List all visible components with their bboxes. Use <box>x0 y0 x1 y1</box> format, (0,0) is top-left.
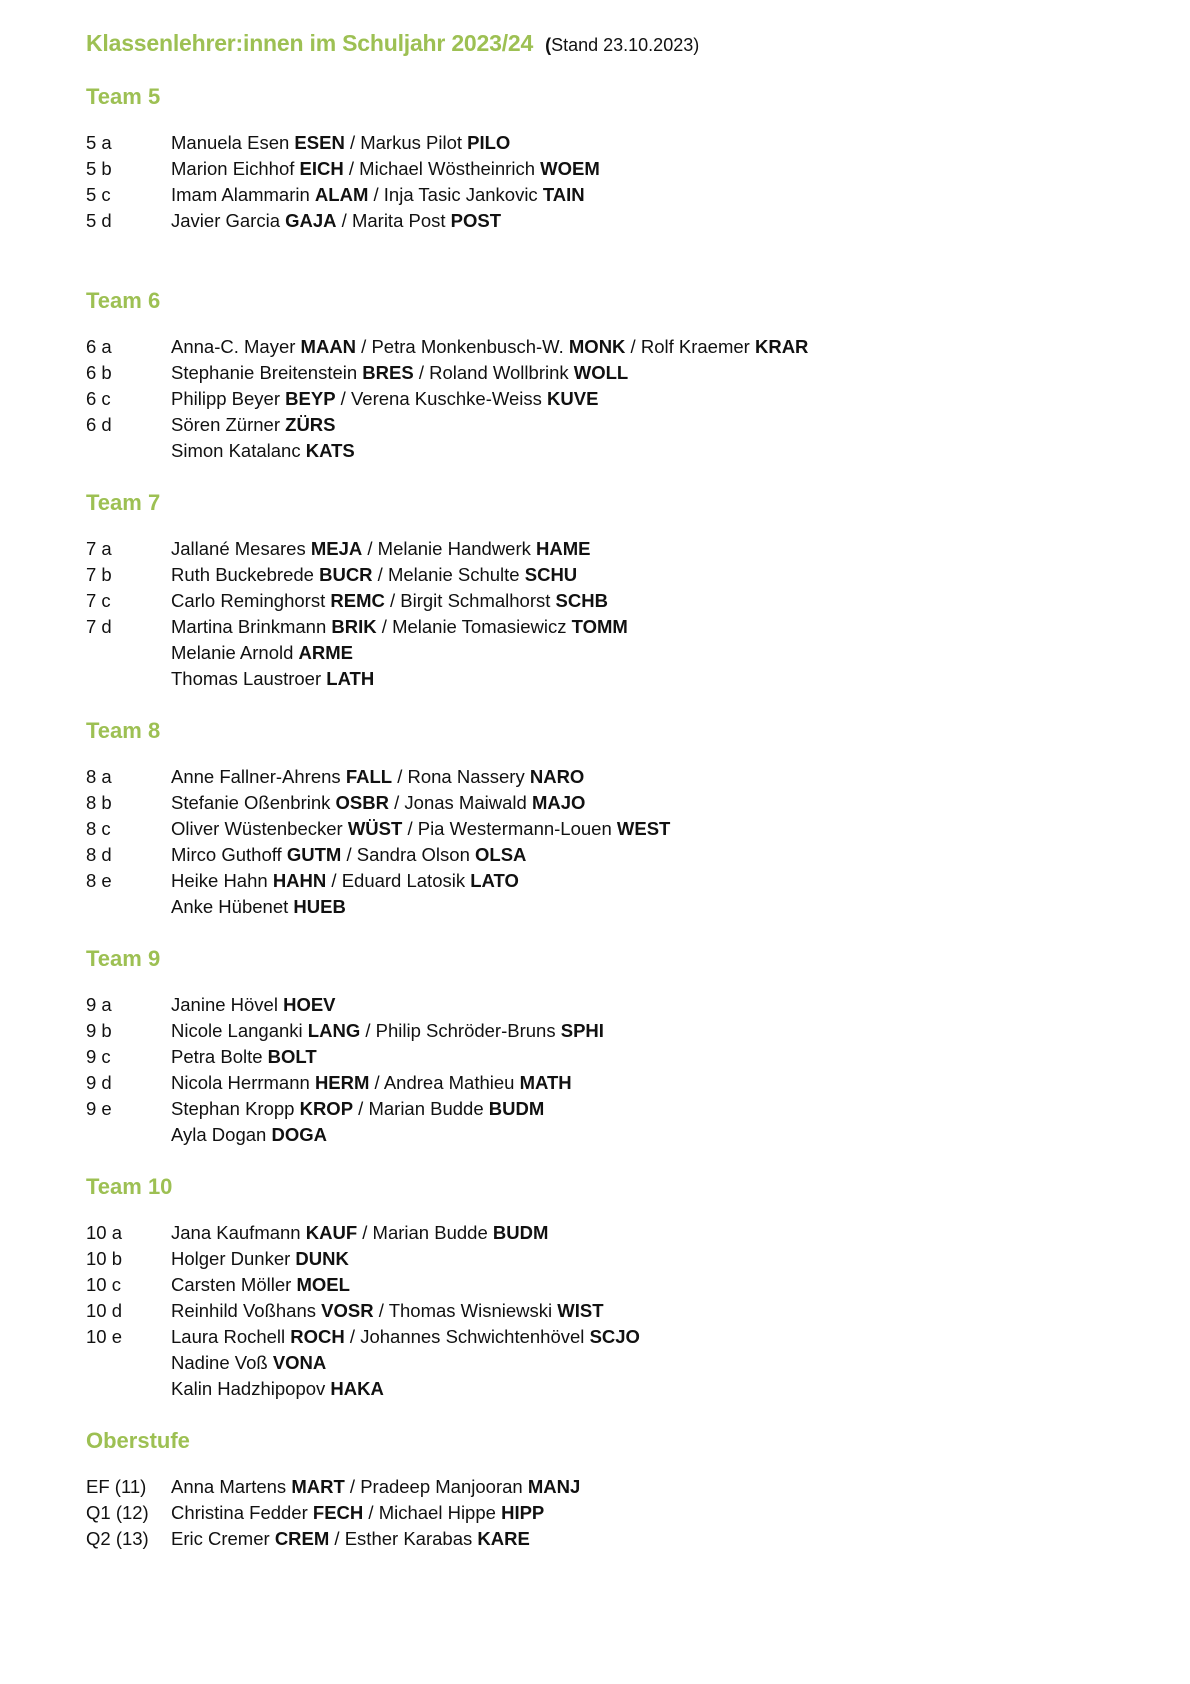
teacher-name: Javier Garcia <box>171 210 280 231</box>
teacher-code: KATS <box>305 440 355 461</box>
teacher-code: SPHI <box>560 1020 604 1041</box>
teacher-name: Jana Kaufmann <box>171 1222 301 1243</box>
class-label: 8 e <box>86 870 112 891</box>
teacher-code: KRAR <box>754 336 809 357</box>
class-row <box>86 208 1126 234</box>
teacher-name: Marita Post <box>351 210 446 231</box>
teacher-name: Martina Brinkmann <box>171 616 327 637</box>
class-label: 10 e <box>86 1326 123 1347</box>
teacher-code: ZÜRS <box>285 414 336 435</box>
teacher-code: TOMM <box>571 616 628 637</box>
teacher-code: HUEB <box>293 896 346 917</box>
teacher-list <box>171 1350 326 1376</box>
sections-container <box>86 82 1126 1552</box>
class-label: 10 c <box>86 1274 121 1295</box>
teacher-code: KAUF <box>305 1222 358 1243</box>
class-label <box>86 438 171 464</box>
teacher-name: Stephan Kropp <box>171 1098 295 1119</box>
teacher-list <box>171 614 628 640</box>
team-heading: Team 8 <box>86 718 161 743</box>
teacher-name: Simon Katalanc <box>171 440 301 461</box>
class-row <box>86 156 1126 182</box>
teacher-name: Rona Nassery <box>407 766 525 787</box>
teacher-code: MOEL <box>296 1274 350 1295</box>
class-label: 7 c <box>86 590 111 611</box>
class-label <box>86 1350 171 1376</box>
teacher-code: FECH <box>312 1502 364 1523</box>
teacher-name: Nicola Herrmann <box>171 1072 310 1093</box>
team-section <box>86 944 1126 1148</box>
separator: / <box>357 1222 373 1243</box>
teacher-code: HERM <box>314 1072 370 1093</box>
class-label: 6 b <box>86 362 112 383</box>
teacher-name: Verena Kuschke-Weiss <box>350 388 542 409</box>
teacher-name: Philipp Beyer <box>171 388 281 409</box>
class-label: 5 c <box>86 184 111 205</box>
teacher-name: Kalin Hadzhipopov <box>171 1378 326 1399</box>
teacher-name: Stephanie Breitenstein <box>171 362 358 383</box>
teacher-list <box>171 1070 572 1096</box>
teacher-list <box>171 894 346 920</box>
team-heading: Team 6 <box>86 288 161 313</box>
team-section <box>86 286 1126 464</box>
teacher-name: Melanie Handwerk <box>377 538 531 559</box>
class-list <box>86 130 1126 234</box>
class-label: 9 e <box>86 1098 112 1119</box>
teacher-name: Esther Karabas <box>344 1528 473 1549</box>
teacher-code: MART <box>291 1476 345 1497</box>
teacher-list <box>171 412 336 438</box>
class-label: 6 d <box>86 414 112 435</box>
teacher-name: Eric Cremer <box>171 1528 270 1549</box>
teacher-code: ESEN <box>294 132 345 153</box>
separator: / <box>336 210 352 231</box>
class-label: 7 b <box>86 564 112 585</box>
teacher-name: Petra Bolte <box>171 1046 263 1067</box>
class-row <box>86 1018 1126 1044</box>
teacher-code: NARO <box>529 766 585 787</box>
teacher-name: Thomas Wisniewski <box>388 1300 553 1321</box>
teacher-name: Oliver Wüstenbecker <box>171 818 343 839</box>
class-label: 10 d <box>86 1300 123 1321</box>
teacher-name: Birgit Schmalhorst <box>400 590 551 611</box>
teacher-code: SCJO <box>589 1326 640 1347</box>
teacher-code: PILO <box>467 132 511 153</box>
class-label: 10 b <box>86 1248 123 1269</box>
class-label: 5 d <box>86 210 112 231</box>
teacher-name: Markus Pilot <box>360 132 463 153</box>
teacher-code: SCHU <box>524 564 578 585</box>
class-row <box>86 386 1126 412</box>
separator: / <box>363 1502 379 1523</box>
teacher-code: BEYP <box>285 388 336 409</box>
teacher-code: BUCR <box>319 564 373 585</box>
teacher-name: Petra Monkenbusch-W. <box>371 336 564 357</box>
teacher-name: Michael Hippe <box>378 1502 496 1523</box>
teacher-code: HAHN <box>272 870 327 891</box>
separator: / <box>389 792 405 813</box>
team-heading: Team 10 <box>86 1174 173 1199</box>
teacher-list <box>171 1500 544 1526</box>
document-page <box>86 30 1126 1576</box>
teacher-list <box>171 1220 548 1246</box>
class-row <box>86 130 1126 156</box>
teacher-code: REMC <box>330 590 385 611</box>
stand-text: Stand 23.10.2023) <box>551 35 700 55</box>
teacher-list <box>171 1376 384 1402</box>
teacher-name: Inja Tasic Jankovic <box>383 184 538 205</box>
class-list <box>86 536 1126 692</box>
teacher-code: HAME <box>536 538 591 559</box>
class-row <box>86 1500 1126 1526</box>
class-row <box>86 1376 1126 1402</box>
separator: / <box>335 388 351 409</box>
separator: / <box>341 844 357 865</box>
teacher-list <box>171 386 598 412</box>
separator: / <box>413 362 430 383</box>
teacher-list <box>171 536 591 562</box>
teacher-name: Stefanie Oßenbrink <box>171 792 331 813</box>
teacher-name: Melanie Schulte <box>387 564 520 585</box>
teacher-code: CREM <box>274 1528 330 1549</box>
teacher-code: WEST <box>616 818 671 839</box>
separator: / <box>362 538 378 559</box>
class-row <box>86 842 1126 868</box>
teacher-list <box>171 868 519 894</box>
teacher-code: KUVE <box>547 388 599 409</box>
class-label: 5 b <box>86 158 112 179</box>
team-heading: Team 5 <box>86 84 161 109</box>
class-label: 9 a <box>86 994 112 1015</box>
teacher-code: GUTM <box>286 844 342 865</box>
teacher-name: Anne Fallner-Ahrens <box>171 766 341 787</box>
class-row <box>86 1474 1126 1500</box>
teacher-code: LANG <box>307 1020 361 1041</box>
class-row <box>86 360 1126 386</box>
teacher-list <box>171 1018 604 1044</box>
teacher-name: Michael Wöstheinrich <box>359 158 535 179</box>
teacher-list <box>171 1298 604 1324</box>
teacher-list <box>171 816 670 842</box>
teacher-name: Christina Fedder <box>171 1502 308 1523</box>
teacher-name: Sandra Olson <box>356 844 470 865</box>
separator: / <box>384 590 401 611</box>
separator: / <box>625 336 641 357</box>
separator: / <box>344 1326 361 1347</box>
teacher-list <box>171 1044 317 1070</box>
teacher-list <box>171 334 808 360</box>
teacher-name: Sören Zürner <box>171 414 280 435</box>
class-row <box>86 764 1126 790</box>
separator: / <box>343 158 360 179</box>
class-label <box>86 894 171 920</box>
teacher-name: Anna Martens <box>171 1476 287 1497</box>
teacher-list <box>171 1526 530 1552</box>
stand-paren: ( <box>545 35 552 55</box>
teacher-list <box>171 992 336 1018</box>
separator: / <box>369 1072 384 1093</box>
class-label <box>86 1376 171 1402</box>
class-row <box>86 562 1126 588</box>
class-label: 10 a <box>86 1222 123 1243</box>
class-label: 9 b <box>86 1020 112 1041</box>
teacher-code: POST <box>450 210 502 231</box>
class-label: Q2 (13) <box>86 1528 149 1549</box>
teacher-name: Philip Schröder-Bruns <box>375 1020 556 1041</box>
teacher-code: LATH <box>326 668 375 689</box>
teacher-code: BUDM <box>492 1222 549 1243</box>
teacher-name: Rolf Kraemer <box>640 336 750 357</box>
teacher-code: MANJ <box>527 1476 581 1497</box>
team-section <box>86 1172 1126 1402</box>
class-row <box>86 1272 1126 1298</box>
teacher-list <box>171 1324 640 1350</box>
teacher-name: Nadine Voß <box>171 1352 268 1373</box>
class-row <box>86 1246 1126 1272</box>
teacher-list <box>171 666 374 692</box>
stand-date <box>545 35 699 56</box>
separator: / <box>356 336 372 357</box>
teacher-name: Andrea Mathieu <box>383 1072 515 1093</box>
class-label: 9 c <box>86 1046 111 1067</box>
teacher-list <box>171 208 501 234</box>
teacher-list <box>171 790 585 816</box>
class-row <box>86 614 1126 640</box>
team-section <box>86 82 1126 234</box>
class-row <box>86 334 1126 360</box>
teacher-list <box>171 640 353 666</box>
class-row <box>86 1070 1126 1096</box>
class-row <box>86 894 1126 920</box>
teacher-name: Johannes Schwichtenhövel <box>360 1326 585 1347</box>
teacher-code: BOLT <box>267 1046 317 1067</box>
teacher-name: Laura Rochell <box>171 1326 286 1347</box>
teacher-list <box>171 764 584 790</box>
teacher-code: EICH <box>299 158 344 179</box>
teacher-code: ROCH <box>290 1326 345 1347</box>
teacher-code: VONA <box>272 1352 327 1373</box>
class-row <box>86 182 1126 208</box>
separator: / <box>372 564 388 585</box>
teacher-name: Reinhild Voßhans <box>171 1300 317 1321</box>
separator: / <box>360 1020 376 1041</box>
teacher-code: MATH <box>519 1072 572 1093</box>
teacher-code: WÜST <box>347 818 403 839</box>
teacher-name: Janine Hövel <box>171 994 278 1015</box>
class-row <box>86 536 1126 562</box>
teacher-code: BRES <box>362 362 414 383</box>
teacher-name: Ayla Dogan <box>171 1124 267 1145</box>
class-row <box>86 1044 1126 1070</box>
class-row <box>86 588 1126 614</box>
teacher-name: Roland Wollbrink <box>429 362 569 383</box>
class-label: 5 a <box>86 132 112 153</box>
class-list <box>86 1220 1126 1402</box>
teacher-name: Holger Dunker <box>171 1248 291 1269</box>
title-line <box>86 30 1126 64</box>
teacher-code: BRIK <box>331 616 377 637</box>
teacher-code: DOGA <box>271 1124 327 1145</box>
teacher-code: ALAM <box>314 184 369 205</box>
teacher-code: BUDM <box>488 1098 545 1119</box>
class-row <box>86 1324 1126 1350</box>
class-row <box>86 992 1126 1018</box>
class-row <box>86 1526 1126 1552</box>
class-row <box>86 438 1126 464</box>
teacher-list <box>171 1246 349 1272</box>
teacher-list <box>171 1122 327 1148</box>
teacher-name: Carlo Reminghorst <box>171 590 326 611</box>
teacher-code: KARE <box>477 1528 530 1549</box>
teacher-code: LATO <box>470 870 519 891</box>
teacher-name: Thomas Laustroer <box>171 668 322 689</box>
class-label <box>86 666 171 692</box>
teacher-code: OLSA <box>475 844 527 865</box>
class-label: 9 d <box>86 1072 112 1093</box>
class-list <box>86 764 1126 920</box>
teacher-code: HAKA <box>330 1378 384 1399</box>
teacher-list <box>171 1272 350 1298</box>
teacher-name: Marian Budde <box>368 1098 484 1119</box>
teacher-name: Heike Hahn <box>171 870 268 891</box>
teacher-name: Jonas Maiwald <box>404 792 527 813</box>
teacher-name: Melanie Arnold <box>171 642 294 663</box>
teacher-list <box>171 562 577 588</box>
teacher-code: OSBR <box>335 792 389 813</box>
teacher-code: MONK <box>568 336 626 357</box>
separator: / <box>373 1300 389 1321</box>
teacher-name: Pia Westermann-Louen <box>417 818 612 839</box>
separator: / <box>392 766 408 787</box>
class-row <box>86 790 1126 816</box>
class-label: 7 d <box>86 616 112 637</box>
teacher-name: Carsten Möller <box>171 1274 292 1295</box>
team-heading: Team 7 <box>86 490 161 515</box>
teacher-list <box>171 182 585 208</box>
separator: / <box>329 1528 345 1549</box>
class-label: 8 b <box>86 792 112 813</box>
class-list <box>86 992 1126 1148</box>
separator: / <box>368 184 384 205</box>
section-gap <box>86 258 1126 286</box>
teacher-list <box>171 156 600 182</box>
class-label: 8 a <box>86 766 112 787</box>
teacher-code: DUNK <box>295 1248 349 1269</box>
teacher-name: Eduard Latosik <box>341 870 466 891</box>
teacher-code: TAIN <box>542 184 585 205</box>
teacher-list <box>171 130 510 156</box>
class-label: 8 c <box>86 818 111 839</box>
class-label: 6 a <box>86 336 112 357</box>
teacher-list <box>171 1096 544 1122</box>
teacher-code: SCHB <box>555 590 608 611</box>
team-section <box>86 488 1126 692</box>
teacher-name: Melanie Tomasiewicz <box>392 616 567 637</box>
teacher-list <box>171 588 608 614</box>
class-row <box>86 1298 1126 1324</box>
team-heading: Oberstufe <box>86 1428 190 1453</box>
teacher-list <box>171 842 526 868</box>
teacher-name: Anna-C. Mayer <box>171 336 296 357</box>
teacher-code: WOLL <box>573 362 629 383</box>
teacher-list <box>171 1474 580 1500</box>
teacher-list <box>171 360 628 386</box>
class-label: EF (11) <box>86 1476 147 1497</box>
team-section <box>86 1426 1126 1552</box>
teacher-name: Nicole Langanki <box>171 1020 303 1041</box>
teacher-code: MAJO <box>531 792 586 813</box>
teacher-code: HOEV <box>283 994 336 1015</box>
class-label: 7 a <box>86 538 112 559</box>
teacher-name: Anke Hübenet <box>171 896 289 917</box>
class-row <box>86 666 1126 692</box>
class-list <box>86 334 1126 464</box>
class-row <box>86 640 1126 666</box>
page-title: Klassenlehrer:innen im Schuljahr 2023/24 <box>86 30 534 56</box>
class-list <box>86 1474 1126 1552</box>
class-row <box>86 868 1126 894</box>
class-row <box>86 816 1126 842</box>
separator: / <box>344 1476 361 1497</box>
teacher-code: MAAN <box>300 336 357 357</box>
teacher-code: ARME <box>298 642 354 663</box>
team-section <box>86 716 1126 920</box>
class-row <box>86 412 1126 438</box>
separator: / <box>402 818 418 839</box>
separator: / <box>344 132 361 153</box>
teacher-name: Marian Budde <box>372 1222 488 1243</box>
teacher-name: Mirco Guthoff <box>171 844 282 865</box>
separator: / <box>326 870 342 891</box>
teacher-code: VOSR <box>321 1300 374 1321</box>
class-label: 8 d <box>86 844 112 865</box>
separator: / <box>376 616 393 637</box>
class-label: 6 c <box>86 388 111 409</box>
teacher-name: Ruth Buckebrede <box>171 564 314 585</box>
teacher-code: WIST <box>557 1300 604 1321</box>
class-row <box>86 1096 1126 1122</box>
class-row <box>86 1122 1126 1148</box>
teacher-code: HIPP <box>501 1502 545 1523</box>
team-heading: Team 9 <box>86 946 161 971</box>
teacher-list <box>171 438 355 464</box>
teacher-name: Manuela Esen <box>171 132 290 153</box>
teacher-code: MEJA <box>310 538 363 559</box>
class-label: Q1 (12) <box>86 1502 149 1523</box>
teacher-name: Pradeep Manjooran <box>360 1476 523 1497</box>
teacher-name: Jallané Mesares <box>171 538 306 559</box>
teacher-code: FALL <box>345 766 393 787</box>
class-label <box>86 640 171 666</box>
teacher-name: Marion Eichhof <box>171 158 295 179</box>
class-label <box>86 1122 171 1148</box>
teacher-name: Imam Alammarin <box>171 184 310 205</box>
teacher-code: KROP <box>299 1098 354 1119</box>
teacher-code: GAJA <box>285 210 337 231</box>
class-row <box>86 1350 1126 1376</box>
teacher-code: WOEM <box>540 158 600 179</box>
separator: / <box>353 1098 369 1119</box>
class-row <box>86 1220 1126 1246</box>
